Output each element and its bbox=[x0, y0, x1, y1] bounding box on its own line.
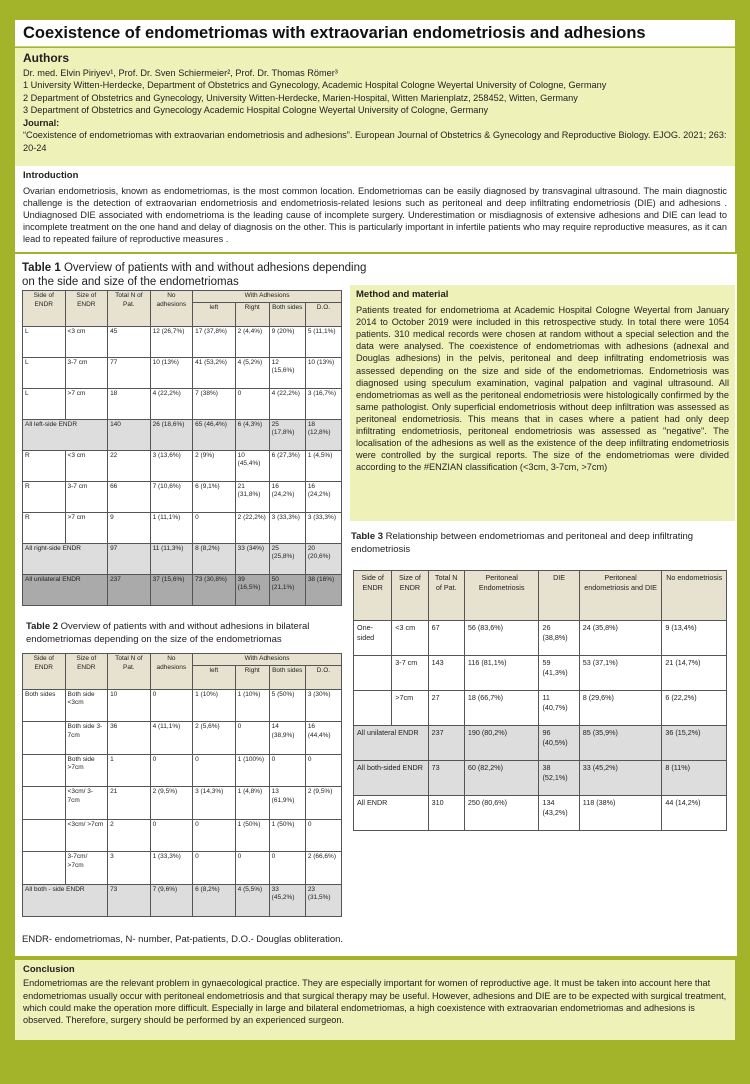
table-cell: 0 bbox=[150, 754, 193, 787]
table-row bbox=[354, 726, 727, 761]
table-cell: 20 (20,6%) bbox=[305, 543, 341, 574]
table-cell: 25 (17,8%) bbox=[269, 419, 305, 450]
affiliation-1: 1 University Witten-Herdecke, Department of Obstetrics and Gynecology, Academic Hospital Cologne Weyertal University of Cologne, Germany bbox=[23, 80, 607, 90]
table-cell: 10 (13%) bbox=[150, 357, 193, 388]
table-cell: 7 (38%) bbox=[193, 388, 236, 419]
table-cell: 2 bbox=[108, 819, 151, 852]
table-cell: 1 (33,3%) bbox=[150, 852, 193, 885]
table-cell: 7 (10,6%) bbox=[150, 481, 193, 512]
table-cell: 3 (13,6%) bbox=[150, 450, 193, 481]
table-row bbox=[23, 787, 342, 820]
conclusion-text: Endometriomas are the relevant problem in gynaecological practice. They are especially important for women of reproductive age. It must be taken into account here that endometriomas usually occur with peritoneal endometriosis and that surgical therapy may be useful. However, adhesions and DIE are to be expected with surgical treatment, which could make the operation more difficult. Especially in large and bilateral endometriomas, a high coexistence with extraovarian endometriomas and adhesions is observed. Therefore, surgery should be performed by an experienced surgeon. bbox=[23, 978, 727, 1026]
table-cell: 23 (31,5%) bbox=[305, 884, 341, 917]
table-cell: 1 (11,1%) bbox=[150, 512, 193, 543]
poster-title: Coexistence of endometriomas with extraovarian endometriosis and adhesions bbox=[23, 24, 646, 42]
table-cell: 25 (25,8%) bbox=[269, 543, 305, 574]
table-cell: D.O. bbox=[305, 302, 341, 326]
table-cell bbox=[23, 852, 66, 885]
table-cell: 116 (81,1%) bbox=[464, 656, 539, 691]
table-cell: 0 bbox=[150, 819, 193, 852]
affiliation-3: 3 Department of Obstetrics and Gynecology Academic Hospital Cologne Weyertal University of Cologne, Germany bbox=[23, 105, 489, 115]
table-cell: 10 bbox=[108, 689, 151, 722]
authors-section bbox=[15, 48, 735, 170]
table-cell bbox=[354, 656, 392, 691]
table-cell: 8 (8,2%) bbox=[193, 543, 236, 574]
table-row bbox=[23, 388, 342, 419]
table-cell bbox=[354, 691, 392, 726]
method-section bbox=[350, 285, 735, 521]
table-cell: 77 bbox=[108, 357, 151, 388]
table-cell: With Adhesions bbox=[193, 654, 342, 666]
table-cell: 16 (24,2%) bbox=[305, 481, 341, 512]
authors-heading: Authors bbox=[23, 51, 69, 65]
table-cell: Total N of Pat. bbox=[428, 571, 464, 621]
introduction-text: Ovarian endometriosis, known as endometriomas, is the most common location. Endometriomas can be easily diagnosed by transvaginal ultrasound. The main diagnostic challenge is the detection of extraovarian endometriosis and endometriosis-related lesions such as peritoneal and deep infiltrating endometriosis (DIE) and adhesions . Undiagnosed DIE associated with endometrioma is the leading cause of incomplete surgery. Underestimation or misdiagnosis of extensive adhesions and DIE can lead to incomplete treatment on the one hand and delay of diagnosis on the other. This is particularly important in infertile patients who may require reproductive measures, as it can lead to repeated failure of reproductive measures . bbox=[23, 186, 727, 244]
table-cell: <3cm/ >7cm bbox=[65, 819, 108, 852]
table-cell: All unilateral ENDR bbox=[23, 574, 108, 605]
table-cell: 9 (13,4%) bbox=[662, 621, 727, 656]
table-cell: 27 bbox=[428, 691, 464, 726]
table-cell: <3 cm bbox=[65, 326, 108, 357]
table-cell: 1 (4,5%) bbox=[305, 450, 341, 481]
table-cell: 143 bbox=[428, 656, 464, 691]
table-row bbox=[354, 656, 727, 691]
table-cell: R bbox=[23, 512, 66, 543]
table-header-row bbox=[354, 571, 727, 621]
table-cell: 21 (14,7%) bbox=[662, 656, 727, 691]
table-cell: 21 bbox=[108, 787, 151, 820]
table-cell bbox=[23, 754, 66, 787]
table-cell: One-sided bbox=[354, 621, 392, 656]
table-cell: 2 (9%) bbox=[193, 450, 236, 481]
table-cell: Both sides bbox=[269, 665, 305, 689]
table-cell: 6 (8,2%) bbox=[193, 884, 236, 917]
table-cell: R bbox=[23, 481, 66, 512]
table-cell: 190 (80,2%) bbox=[464, 726, 539, 761]
table-cell: 21 (31,8%) bbox=[235, 481, 269, 512]
table-row bbox=[23, 357, 342, 388]
table-cell: 85 (35,9%) bbox=[579, 726, 662, 761]
table-row bbox=[354, 691, 727, 726]
table-cell: 5 (50%) bbox=[269, 689, 305, 722]
table-cell: Both side >7cm bbox=[65, 754, 108, 787]
table-cell: 2 (9,5%) bbox=[150, 787, 193, 820]
table-cell: 0 bbox=[269, 852, 305, 885]
table-3 bbox=[353, 570, 727, 831]
table-cell: 50 (21,1%) bbox=[269, 574, 305, 605]
author-names: Dr. med. Elvin Piriyev¹, Prof. Dr. Sven Schiermeier², Prof. Dr. Thomas Römer³ bbox=[23, 67, 338, 78]
table-cell: 3-7 cm bbox=[392, 656, 428, 691]
table-cell: Both sides bbox=[23, 689, 66, 722]
table-cell: 0 bbox=[305, 819, 341, 852]
table-cell: 6 (9,1%) bbox=[193, 481, 236, 512]
table-cell: <3cm/ 3-7cm bbox=[65, 787, 108, 820]
table-cell: 5 (11,1%) bbox=[305, 326, 341, 357]
table-header-row bbox=[23, 291, 342, 303]
table-row bbox=[23, 754, 342, 787]
table-cell: No adhesions bbox=[150, 291, 193, 327]
table-cell: 37 (15,6%) bbox=[150, 574, 193, 605]
table-cell: 4 (5,2%) bbox=[235, 357, 269, 388]
table-cell: <3 cm bbox=[392, 621, 428, 656]
table-cell: 1 (100%) bbox=[235, 754, 269, 787]
table-cell: L bbox=[23, 388, 66, 419]
table1-caption: Table 1 Overview of patients with and without adhesions depending on the side and size of the endometriomas bbox=[22, 262, 367, 288]
table-cell: 250 (80,6%) bbox=[464, 796, 539, 831]
table-cell: No adhesions bbox=[150, 654, 193, 690]
table-cell: 73 bbox=[108, 884, 151, 917]
journal-label: Journal: bbox=[23, 117, 60, 128]
table-cell: 9 bbox=[108, 512, 151, 543]
table-cell: 3-7 cm bbox=[65, 481, 108, 512]
method-text: Patients treated for endometrioma at Academic Hospital Cologne Weyertal from January 2014 to October 2019 were included in this retrospective study. In total there were 1054 patients. 310 medical records were chosen at random without a special selection and the data were analysed. The coexistence of endometriomas with adhesions (adnexal and Douglas adhesions) in the pelvis, peritoneal and deep infiltrating endometriosis was assessed depending on the size and side of the endometriomas. Endometriosis was diagnosed using speculum examination, vaginal palpation and vaginal ultrasound. All endometriomas as well as the peritoneal endometriosis were histologically confirmed by the same pathologist. Only superficial endometriosis without deep infiltration was assessed as peritoneal endometriosis. This means that in cases where a patient had only deep infiltrating endometriosis, peritoneal endometriosis was assessed as "negative". The localisation of the adhesions as well as the existence of the deep infiltrating endometriosis were controlled by the surgical reports. The size of the endometriomas were divided according to the #ENZIAN classification (<3cm, 3-7cm, >7cm) bbox=[356, 305, 729, 473]
table-cell: >7 cm bbox=[65, 388, 108, 419]
table-cell: With Adhesions bbox=[193, 291, 342, 303]
table-cell: 18 (66,7%) bbox=[464, 691, 539, 726]
table-row bbox=[354, 761, 727, 796]
table-cell: 66 bbox=[108, 481, 151, 512]
table-cell: 39 (16,5%) bbox=[235, 574, 269, 605]
table-cell: R bbox=[23, 450, 66, 481]
table-cell: 4 (22,2%) bbox=[269, 388, 305, 419]
table-cell: 96 (40,5%) bbox=[539, 726, 579, 761]
table-cell: 2 (4,4%) bbox=[235, 326, 269, 357]
table-row bbox=[23, 450, 342, 481]
table-cell: 73 (30,8%) bbox=[193, 574, 236, 605]
table-cell: 3 (16,7%) bbox=[305, 388, 341, 419]
table-cell: 0 bbox=[193, 754, 236, 787]
table-cell: 44 (14,2%) bbox=[662, 796, 727, 831]
table-1 bbox=[22, 290, 342, 606]
table-cell: <3 cm bbox=[65, 450, 108, 481]
table-cell: L bbox=[23, 357, 66, 388]
introduction-heading: Introduction bbox=[23, 170, 79, 181]
table2-caption: Table 2 Overview of patients with and without adhesions in bilateral endometriomas depending on the size of the endometriomas bbox=[26, 621, 310, 645]
table-row bbox=[23, 419, 342, 450]
table3-caption: Table 3 Relationship between endometriomas and peritoneal and deep infiltrating endometriosis bbox=[351, 531, 694, 555]
table-cell: 237 bbox=[428, 726, 464, 761]
table-cell: All both - side ENDR bbox=[23, 884, 108, 917]
table-cell: 13 (61,9%) bbox=[269, 787, 305, 820]
table-cell: 16 (24,2%) bbox=[269, 481, 305, 512]
conclusion-heading: Conclusion bbox=[23, 964, 75, 975]
table-cell: 1 (50%) bbox=[235, 819, 269, 852]
table-cell: 7 (9,6%) bbox=[150, 884, 193, 917]
table-cell: 17 (37,8%) bbox=[193, 326, 236, 357]
journal-citation: “Coexistence of endometriomas with extraovarian endometriosis and adhesions”. European Journal of Obstetrics & Gynecology and Reproductive Biology. EJOG. 2021; 263: 20-24 bbox=[23, 130, 727, 153]
table-cell: 4 (11,1%) bbox=[150, 722, 193, 755]
table-cell: Side of ENDR bbox=[23, 291, 66, 327]
table-cell: Total N of Pat. bbox=[108, 654, 151, 690]
table-cell: Peritoneal Endometriosis bbox=[464, 571, 539, 621]
table-cell: DIE bbox=[539, 571, 579, 621]
table-cell: 0 bbox=[269, 754, 305, 787]
table-cell: 6 (4,3%) bbox=[235, 419, 269, 450]
table-cell: 1 (4,8%) bbox=[235, 787, 269, 820]
table-cell: 2 (22,2%) bbox=[235, 512, 269, 543]
table-row bbox=[23, 689, 342, 722]
table-cell: Total N of Pat. bbox=[108, 291, 151, 327]
table-cell: left bbox=[193, 302, 236, 326]
table-row bbox=[23, 819, 342, 852]
table-cell: 3-7cm/ >7cm bbox=[65, 852, 108, 885]
table-cell: 12 (15,6%) bbox=[269, 357, 305, 388]
table-cell: L bbox=[23, 326, 66, 357]
table-cell: 3 (33,3%) bbox=[269, 512, 305, 543]
table-row bbox=[23, 326, 342, 357]
table-cell: Both side <3cm bbox=[65, 689, 108, 722]
table-cell: 1 (10%) bbox=[235, 689, 269, 722]
table-row bbox=[23, 512, 342, 543]
table-cell: Side of ENDR bbox=[23, 654, 66, 690]
table-cell: No endometriosis bbox=[662, 571, 727, 621]
table-cell: >7 cm bbox=[65, 512, 108, 543]
table-cell: 0 bbox=[235, 722, 269, 755]
table-row bbox=[23, 574, 342, 605]
table-row bbox=[354, 796, 727, 831]
table-cell: 16 (44,4%) bbox=[305, 722, 341, 755]
table-cell: 12 (26,7%) bbox=[150, 326, 193, 357]
table-row bbox=[23, 722, 342, 755]
table-cell: 11 (11,3%) bbox=[150, 543, 193, 574]
table-cell: Peritoneal endometriosis and DIE bbox=[579, 571, 662, 621]
table-cell: >7cm bbox=[392, 691, 428, 726]
table-row bbox=[23, 481, 342, 512]
abbreviations-footnote: ENDR- endometriomas, N- number, Pat-patients, D.O.- Douglas obliteration. bbox=[22, 934, 344, 945]
table-cell: 0 bbox=[150, 689, 193, 722]
table-cell: 134 (43,2%) bbox=[539, 796, 579, 831]
table-cell: 22 bbox=[108, 450, 151, 481]
conclusion-section bbox=[15, 960, 735, 1040]
table-cell: Both side 3-7cm bbox=[65, 722, 108, 755]
table-cell: 38 (16%) bbox=[305, 574, 341, 605]
table-cell: left bbox=[193, 665, 236, 689]
table-cell: 3 (14,3%) bbox=[193, 787, 236, 820]
table-cell bbox=[23, 787, 66, 820]
table-cell: 118 (38%) bbox=[579, 796, 662, 831]
table-cell: 0 bbox=[235, 852, 269, 885]
table-cell: 26 (18,6%) bbox=[150, 419, 193, 450]
table-row bbox=[23, 852, 342, 885]
table-cell: 1 (10%) bbox=[193, 689, 236, 722]
table-cell: 33 (45,2%) bbox=[269, 884, 305, 917]
table-cell: Right bbox=[235, 665, 269, 689]
title-banner bbox=[15, 20, 735, 47]
table-cell: 59 (41,3%) bbox=[539, 656, 579, 691]
table-cell: 0 bbox=[305, 754, 341, 787]
table-cell: 73 bbox=[428, 761, 464, 796]
method-heading: Method and material bbox=[356, 289, 449, 300]
table-cell: 10 (13%) bbox=[305, 357, 341, 388]
table-cell: 41 (53,2%) bbox=[193, 357, 236, 388]
table-cell: 140 bbox=[108, 419, 151, 450]
table-cell: 18 bbox=[108, 388, 151, 419]
table-cell: All unilateral ENDR bbox=[354, 726, 429, 761]
table-cell: 60 (82,2%) bbox=[464, 761, 539, 796]
table-cell: All ENDR bbox=[354, 796, 429, 831]
table-cell: 4 (5,5%) bbox=[235, 884, 269, 917]
introduction-section bbox=[15, 166, 735, 252]
table-cell: 0 bbox=[193, 819, 236, 852]
table-cell: 3 (33,3%) bbox=[305, 512, 341, 543]
table-cell: 237 bbox=[108, 574, 151, 605]
table-cell: 53 (37,1%) bbox=[579, 656, 662, 691]
table-cell: Right bbox=[235, 302, 269, 326]
table-cell: D.O. bbox=[305, 665, 341, 689]
table-cell: 97 bbox=[108, 543, 151, 574]
table-cell: 8 (29,6%) bbox=[579, 691, 662, 726]
table-cell: Size of ENDR bbox=[65, 291, 108, 327]
table-cell: 310 bbox=[428, 796, 464, 831]
table-cell: 26 (38,8%) bbox=[539, 621, 579, 656]
table-row bbox=[354, 621, 727, 656]
table-cell: 11 (40,7%) bbox=[539, 691, 579, 726]
table-cell: 10 (45,4%) bbox=[235, 450, 269, 481]
table-cell: All right-side ENDR bbox=[23, 543, 108, 574]
table-cell: 14 (38,9%) bbox=[269, 722, 305, 755]
table-cell: All left-side ENDR bbox=[23, 419, 108, 450]
table-cell: 56 (83,6%) bbox=[464, 621, 539, 656]
table-cell: All both-sided ENDR bbox=[354, 761, 429, 796]
table-cell: 2 (9,5%) bbox=[305, 787, 341, 820]
table-cell: 6 (27,3%) bbox=[269, 450, 305, 481]
table-cell: 36 bbox=[108, 722, 151, 755]
table-cell bbox=[23, 722, 66, 755]
table-cell: 3 (30%) bbox=[305, 689, 341, 722]
table-cell: 45 bbox=[108, 326, 151, 357]
table-cell: 1 bbox=[108, 754, 151, 787]
table-header-row bbox=[23, 654, 342, 666]
table-cell: 18 (12,8%) bbox=[305, 419, 341, 450]
table-cell: 65 (46,4%) bbox=[193, 419, 236, 450]
table-cell: 38 (52,1%) bbox=[539, 761, 579, 796]
table-cell: 2 (5,6%) bbox=[193, 722, 236, 755]
table-cell: 3 bbox=[108, 852, 151, 885]
table-cell: 33 (45,2%) bbox=[579, 761, 662, 796]
table-cell: 36 (15,2%) bbox=[662, 726, 727, 761]
table-cell: 67 bbox=[428, 621, 464, 656]
table-row bbox=[23, 884, 342, 917]
table-cell: 0 bbox=[235, 388, 269, 419]
table-cell bbox=[23, 819, 66, 852]
table-cell: 3-7 cm bbox=[65, 357, 108, 388]
table-cell: 1 (50%) bbox=[269, 819, 305, 852]
table-cell: 0 bbox=[193, 852, 236, 885]
table-2 bbox=[22, 653, 342, 917]
table-row bbox=[23, 543, 342, 574]
table-cell: 4 (22,2%) bbox=[150, 388, 193, 419]
table-cell: Size of ENDR bbox=[65, 654, 108, 690]
table-cell: 6 (22,2%) bbox=[662, 691, 727, 726]
table-cell: 2 (66,6%) bbox=[305, 852, 341, 885]
table-cell: 0 bbox=[193, 512, 236, 543]
table-cell: 9 (20%) bbox=[269, 326, 305, 357]
table-cell: Size of ENDR bbox=[392, 571, 428, 621]
table-cell: 33 (34%) bbox=[235, 543, 269, 574]
affiliation-2: 2 Department of Obstetrics and Gynecology, University Witten-Herdecke, Marien-Hospital, Witten Marienplatz, 258452, Witten, Germany bbox=[23, 92, 578, 103]
table-cell: Side of ENDR bbox=[354, 571, 392, 621]
table-cell: Both sides bbox=[269, 302, 305, 326]
table-cell: 8 (11%) bbox=[662, 761, 727, 796]
table-cell: 24 (35,8%) bbox=[579, 621, 662, 656]
